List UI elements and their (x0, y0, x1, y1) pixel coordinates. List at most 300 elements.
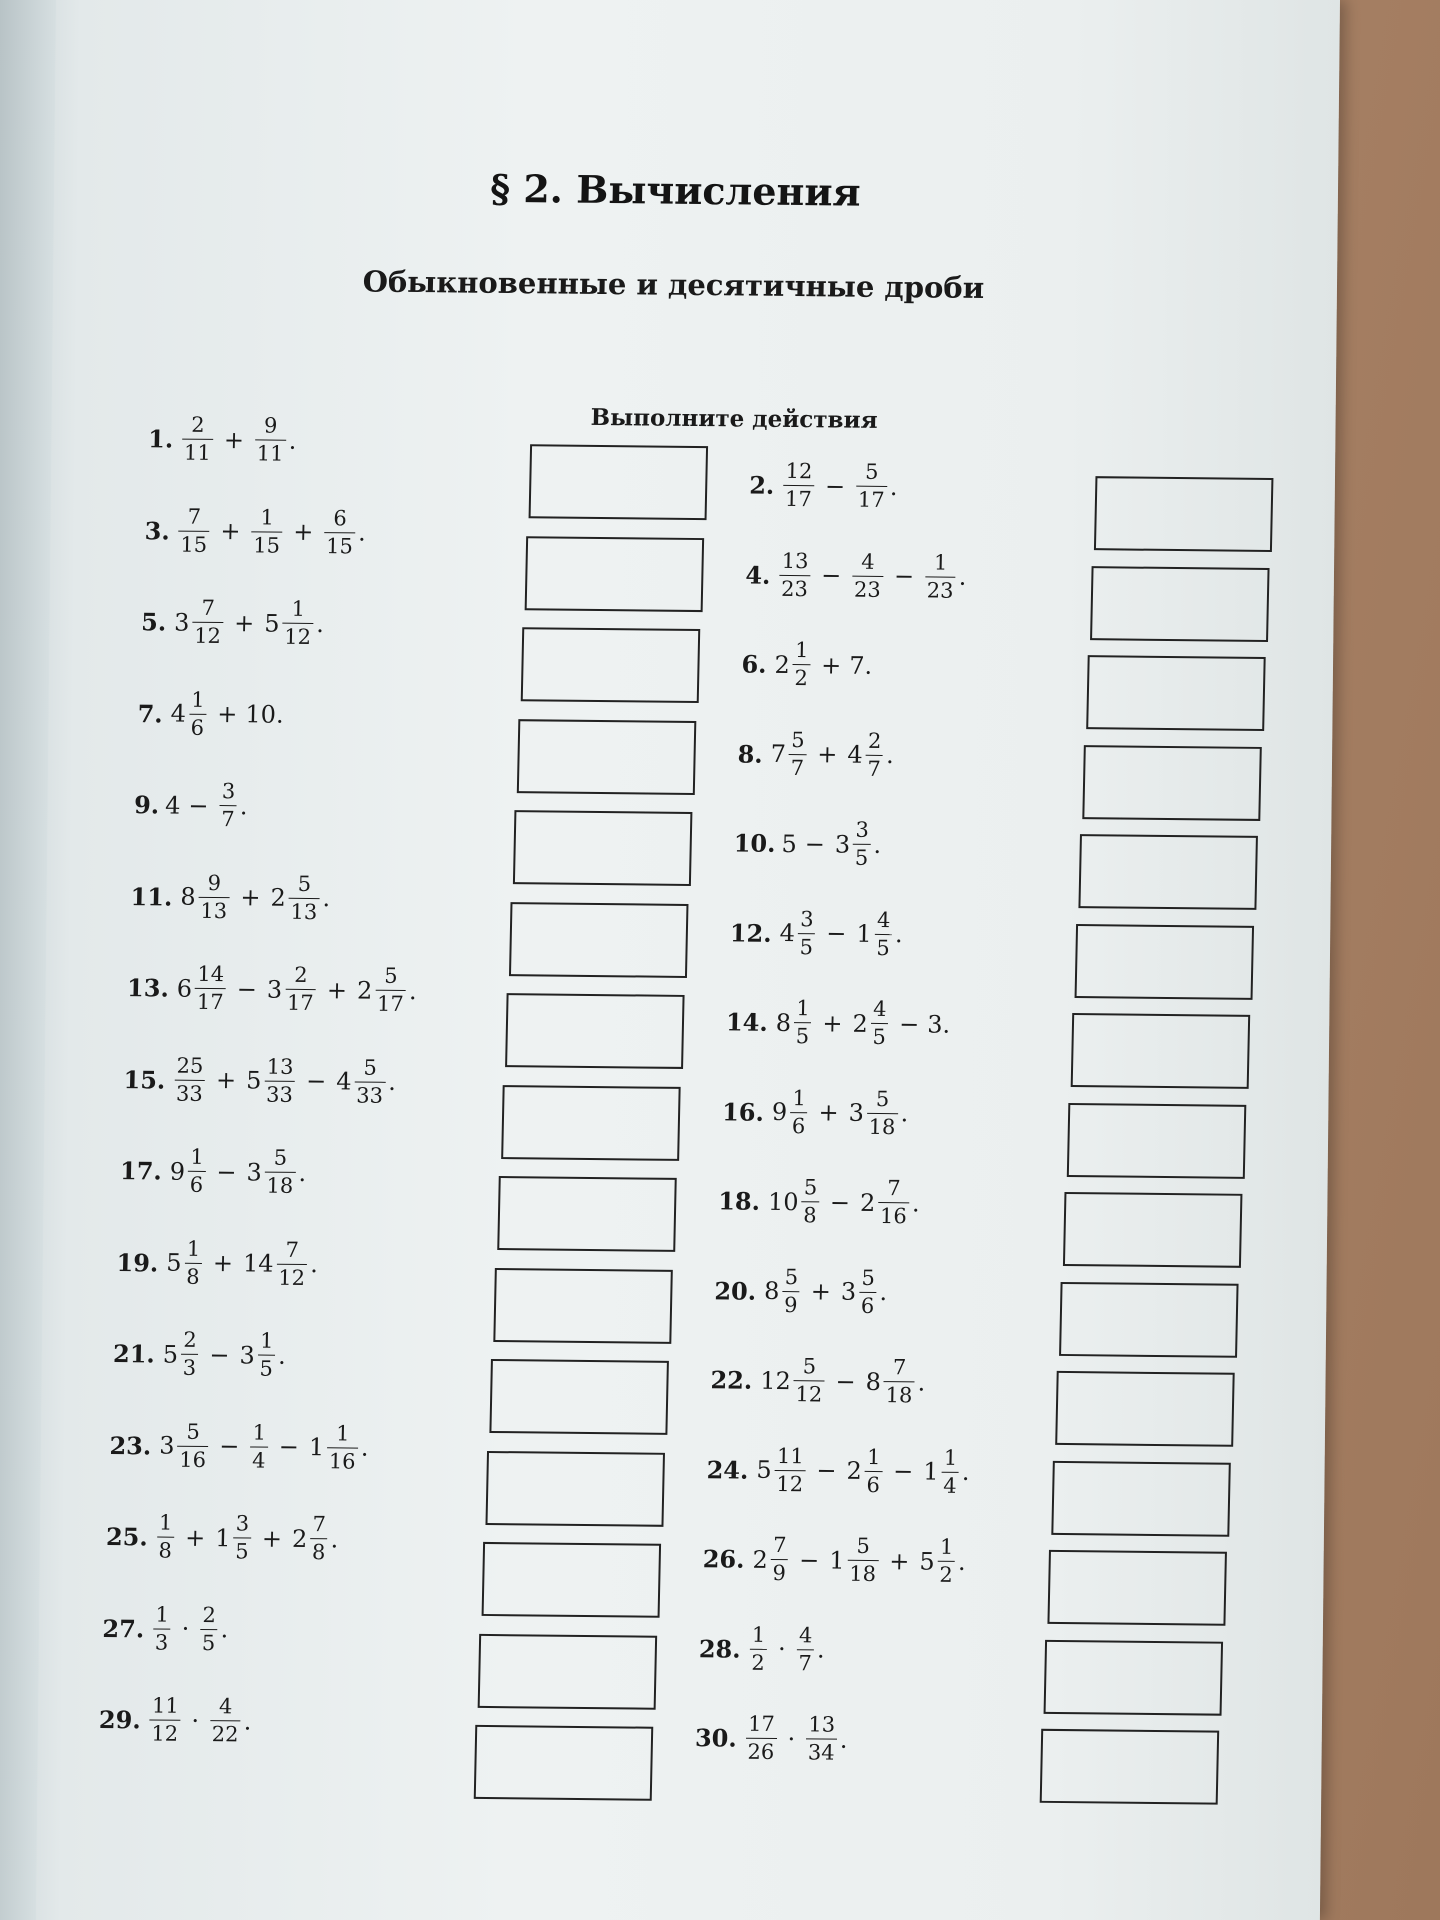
math-expression (750, 1532, 966, 1587)
denominator: 18 (883, 1381, 914, 1406)
math-expression (164, 1238, 319, 1289)
numerator: 1 (190, 1144, 205, 1169)
fraction (177, 1421, 209, 1470)
numerator: 4 (876, 907, 891, 932)
problem-left-11 (113, 1329, 287, 1380)
problem-right-5 (733, 818, 881, 869)
numerator: 5 (864, 459, 879, 484)
answer-box[interactable] (1044, 1639, 1224, 1715)
denominator: 23 (852, 575, 883, 600)
problem-number: 19. (116, 1247, 159, 1277)
problem-right-9 (718, 1176, 920, 1227)
whole-part: 4 (170, 699, 187, 728)
problem-number: 14. (725, 1007, 769, 1037)
math-expression (178, 872, 331, 923)
answer-box[interactable] (1040, 1729, 1220, 1805)
fraction (198, 872, 230, 921)
denominator: 33 (354, 1081, 385, 1106)
term-text: . (900, 1099, 909, 1128)
problem-left-9 (120, 1146, 307, 1197)
whole-part: 5 (166, 1248, 182, 1277)
fraction (745, 1711, 777, 1765)
fraction (794, 998, 812, 1047)
term-text: . (911, 1188, 920, 1217)
fraction (156, 1510, 174, 1563)
problem-left-5 (134, 780, 248, 830)
denominator: 18 (866, 1112, 897, 1137)
answer-box[interactable] (482, 1542, 662, 1618)
denominator: 11 (255, 439, 286, 464)
fraction (153, 1604, 171, 1653)
answer-box[interactable] (521, 627, 701, 703)
whole-part: 5 (756, 1455, 772, 1484)
problem-number: 3. (144, 515, 171, 545)
denominator: 2 (937, 1561, 955, 1586)
numerator: 1 (751, 1622, 766, 1647)
numerator: 7 (312, 1512, 327, 1537)
term-text: . (357, 518, 367, 547)
denominator: 12 (282, 623, 313, 648)
problem-right-12 (706, 1445, 970, 1497)
denominator: 8 (801, 1201, 819, 1226)
term-text: . (879, 1278, 888, 1307)
fraction (941, 1447, 959, 1496)
numerator: 5 (875, 1086, 890, 1111)
answer-box[interactable] (1082, 745, 1262, 821)
fraction (184, 1238, 202, 1287)
math-expression (167, 1144, 307, 1198)
math-expression (746, 1624, 825, 1674)
term-text: 7. (849, 651, 873, 680)
whole-part: 1 (214, 1523, 231, 1552)
operator: + (240, 883, 261, 912)
whole-part: 1 (856, 919, 872, 948)
operator: − (893, 562, 915, 591)
whole-part: 3 (266, 975, 283, 1004)
denominator: 4 (250, 1446, 268, 1471)
numerator: 7 (201, 595, 216, 620)
fraction (219, 781, 237, 830)
fraction (937, 1534, 955, 1587)
fraction (324, 505, 356, 558)
denominator: 9 (770, 1559, 788, 1584)
fraction (847, 1533, 879, 1587)
math-expression (768, 729, 894, 779)
answer-box[interactable] (513, 810, 693, 886)
operator: + (326, 975, 348, 1004)
denominator: 5 (200, 1628, 218, 1653)
denominator: 22 (210, 1720, 241, 1745)
numerator: 14 (197, 961, 225, 987)
operator: + (233, 608, 255, 637)
fraction (210, 1696, 242, 1745)
operator: − (829, 1188, 851, 1217)
denominator: 5 (233, 1537, 251, 1562)
fraction (276, 1239, 308, 1288)
term-text: . (957, 1547, 966, 1576)
denominator: 23 (925, 576, 956, 601)
math-expression (772, 640, 873, 690)
fraction (796, 1622, 814, 1675)
problem-number: 25. (105, 1521, 149, 1552)
whole-part: 2 (752, 1545, 769, 1574)
operator: + (818, 1098, 839, 1127)
numerator: 5 (273, 1145, 288, 1170)
problem-number: 27. (102, 1613, 145, 1643)
whole-part: 2 (356, 976, 373, 1005)
fraction (797, 906, 815, 959)
numerator: 1 (335, 1420, 350, 1446)
answer-box[interactable] (1067, 1102, 1247, 1178)
operator: − (892, 1457, 914, 1486)
fraction (310, 1514, 328, 1563)
whole-part: 1 (308, 1433, 325, 1462)
numerator: 1 (792, 1085, 807, 1110)
fraction (174, 1055, 206, 1104)
fraction (782, 1264, 800, 1317)
term-text: 10. (245, 700, 284, 729)
numerator: 1 (186, 1236, 201, 1261)
numerator: 1 (259, 1328, 274, 1353)
operator: + (184, 1523, 206, 1552)
numerator: 5 (384, 963, 398, 988)
whole-part: 9 (169, 1157, 186, 1186)
term-text: 4 (164, 790, 181, 820)
fraction (182, 412, 214, 465)
answer-box[interactable] (1051, 1460, 1231, 1536)
problem-number: 7. (137, 698, 164, 728)
operator: + (261, 1524, 283, 1553)
answer-box[interactable] (1063, 1192, 1243, 1268)
operator: − (305, 1067, 327, 1096)
operator: + (223, 425, 245, 454)
answer-box[interactable] (485, 1450, 665, 1526)
operator: − (278, 1432, 300, 1461)
whole-part: 2 (846, 1456, 863, 1485)
math-expression (758, 1356, 926, 1407)
whole-part: 3 (848, 1098, 865, 1127)
answer-box[interactable] (1078, 834, 1258, 910)
operator: + (217, 700, 238, 729)
denominator: 16 (177, 1445, 208, 1470)
numerator: 17 (747, 1711, 776, 1737)
numerator: 4 (218, 1694, 233, 1719)
fraction (251, 504, 283, 558)
numerator: 3 (855, 817, 870, 842)
denominator: 12 (192, 622, 223, 647)
numerator: 4 (872, 996, 887, 1022)
math-expression (776, 550, 967, 601)
numerator: 5 (861, 1265, 876, 1290)
whole-part: 2 (270, 883, 287, 912)
fraction (801, 1177, 819, 1226)
problem-number: 2. (748, 470, 775, 500)
term-text: . (889, 472, 898, 501)
term-text: . (243, 1706, 252, 1736)
operator: − (820, 561, 842, 590)
operator: + (810, 1277, 832, 1306)
problem-number: 5. (140, 607, 167, 637)
fraction (852, 551, 884, 600)
problem-number: 22. (710, 1365, 753, 1395)
numerator: 13 (266, 1054, 294, 1079)
problem-number: 1. (147, 424, 174, 454)
problem-left-12 (109, 1421, 369, 1473)
problem-number: 13. (126, 973, 170, 1003)
operator: + (820, 650, 842, 680)
fraction (149, 1695, 181, 1744)
fraction (866, 1088, 898, 1137)
denominator: 23 (779, 574, 810, 599)
answer-box[interactable] (529, 444, 709, 520)
numerator: 5 (791, 727, 805, 752)
term-text: . (316, 609, 325, 638)
math-expression (769, 1087, 908, 1137)
whole-part: 3 (246, 1157, 263, 1187)
fraction (255, 415, 287, 464)
fraction (375, 963, 407, 1017)
operator: − (835, 1367, 856, 1396)
denominator: 17 (856, 486, 887, 511)
term-text: . (961, 1457, 970, 1487)
whole-part: 5 (162, 1340, 179, 1369)
operator: + (215, 1066, 237, 1095)
problem-number: 10. (733, 828, 776, 858)
denominator: 34 (806, 1738, 837, 1763)
fraction (878, 1178, 910, 1227)
numerator: 11 (151, 1693, 180, 1718)
whole-part: 2 (774, 650, 791, 679)
operator: − (898, 1009, 920, 1038)
numerator: 1 (866, 1444, 881, 1469)
operator: − (826, 919, 847, 948)
term-text: . (330, 1524, 339, 1553)
answer-box[interactable] (1094, 476, 1274, 552)
answer-box[interactable] (1090, 566, 1270, 642)
fraction (188, 689, 206, 738)
operator: − (209, 1340, 230, 1369)
denominator: 8 (310, 1538, 328, 1563)
denominator: 3 (181, 1354, 199, 1379)
whole-part: 3 (173, 608, 190, 637)
answer-box[interactable] (1086, 655, 1266, 731)
numerator: 11 (776, 1443, 804, 1468)
operator: − (188, 791, 209, 820)
answer-box[interactable] (509, 902, 689, 978)
numerator: 25 (176, 1053, 204, 1078)
answer-box[interactable] (493, 1268, 673, 1344)
denominator: 6 (864, 1470, 882, 1495)
denominator: 13 (198, 896, 229, 921)
whole-part: 8 (763, 1276, 780, 1305)
numerator: 5 (803, 1175, 818, 1200)
fraction (264, 1056, 296, 1105)
answer-box[interactable] (497, 1176, 677, 1252)
numerator: 5 (186, 1419, 201, 1444)
numerator: 1 (260, 504, 275, 530)
numerator: 1 (155, 1602, 170, 1627)
term-text: 3. (926, 1010, 951, 1039)
denominator: 6 (790, 1112, 808, 1137)
whole-part: 2 (852, 1009, 869, 1038)
section-subtitle: Обыкновенные и десятичные дроби (362, 264, 985, 305)
math-expression (174, 961, 418, 1017)
problem-number: 6. (741, 649, 767, 679)
operator: − (216, 1157, 237, 1186)
problem-right-10 (714, 1266, 888, 1317)
fraction (257, 1328, 275, 1381)
whole-part: 14 (242, 1249, 274, 1278)
denominator: 7 (865, 754, 883, 779)
denominator: 15 (178, 530, 209, 555)
problem-number: 28. (698, 1633, 741, 1664)
term-text: . (288, 426, 297, 455)
whole-part: 5 (245, 1066, 262, 1095)
whole-part: 3 (239, 1340, 256, 1370)
whole-part: 10 (767, 1187, 799, 1216)
term-text: . (816, 1635, 825, 1664)
problem-right-6 (729, 908, 903, 959)
answer-box[interactable] (474, 1725, 654, 1801)
fraction (250, 1422, 268, 1471)
fraction (774, 1445, 806, 1494)
fraction (806, 1714, 838, 1763)
problem-number: 17. (119, 1156, 163, 1186)
problem-number: 26. (702, 1544, 745, 1574)
term-text: . (873, 830, 882, 859)
problem-right-13 (702, 1534, 966, 1586)
numerator: 5 (856, 1533, 871, 1558)
denominator: 12 (149, 1719, 180, 1744)
problem-right-15 (695, 1713, 849, 1764)
problem-number: 16. (721, 1096, 765, 1127)
term-text: . (839, 1725, 848, 1754)
denominator: 8 (156, 1537, 174, 1562)
math-expression (780, 458, 898, 512)
fraction (770, 1532, 788, 1586)
problem-left-13 (105, 1512, 338, 1563)
answer-box[interactable] (478, 1633, 658, 1709)
problem-number: 12. (729, 917, 772, 948)
answer-box[interactable] (1059, 1281, 1239, 1357)
denominator: 13 (288, 897, 319, 922)
term-text: . (894, 920, 903, 949)
numerator: 7 (887, 1176, 901, 1201)
numerator: 3 (799, 906, 814, 931)
denominator: 18 (264, 1172, 295, 1197)
operator: + (293, 517, 314, 546)
whole-part: 8 (775, 1008, 792, 1037)
operator: − (804, 829, 826, 858)
answer-box[interactable] (525, 536, 705, 612)
operator: − (824, 471, 846, 501)
numerator: 2 (202, 1602, 217, 1627)
fraction (853, 817, 871, 870)
denominator: 12 (774, 1469, 805, 1494)
denominator: 5 (853, 844, 871, 869)
fraction (859, 1267, 877, 1316)
numerator: 2 (293, 962, 308, 988)
answer-box[interactable] (501, 1085, 681, 1161)
fraction (178, 506, 210, 555)
math-expression (179, 412, 297, 466)
whole-part: 4 (847, 740, 864, 769)
fraction (264, 1145, 296, 1198)
problem-number: 8. (737, 738, 764, 769)
math-expression (742, 1711, 848, 1765)
answer-box[interactable] (1075, 924, 1255, 1000)
operator: + (220, 517, 241, 546)
fraction (188, 1144, 206, 1197)
numerator: 1 (794, 638, 809, 663)
whole-part: 2 (291, 1524, 308, 1553)
answer-box[interactable] (489, 1359, 669, 1435)
term-text: . (408, 976, 418, 1005)
operator: − (236, 974, 258, 1003)
whole-part: 9 (771, 1097, 788, 1127)
math-expression (171, 1055, 397, 1106)
answer-box[interactable] (1047, 1550, 1227, 1626)
math-expression (150, 1604, 229, 1654)
whole-part: 5 (264, 608, 280, 638)
problem-number: 23. (109, 1430, 152, 1460)
numerator: 7 (285, 1237, 300, 1262)
fraction (192, 595, 224, 649)
numerator: 1 (933, 549, 948, 575)
term-text: . (277, 1341, 287, 1370)
whole-part: 1 (828, 1546, 845, 1575)
denominator: 5 (794, 1022, 812, 1047)
denominator: 17 (783, 485, 814, 510)
fraction (233, 1513, 251, 1562)
fraction (793, 1356, 825, 1405)
term-text: . (388, 1067, 397, 1096)
fraction (327, 1420, 359, 1474)
denominator: 4 (941, 1471, 959, 1496)
denominator: 17 (195, 988, 226, 1013)
fraction (925, 549, 957, 603)
problem-left-1 (148, 414, 297, 465)
denominator: 7 (788, 754, 806, 779)
denominator: 5 (870, 1023, 888, 1048)
answer-box[interactable] (517, 719, 697, 795)
numerator: 9 (207, 870, 222, 895)
answer-box[interactable] (505, 993, 685, 1069)
answer-box[interactable] (1071, 1013, 1251, 1089)
whole-part: 3 (834, 830, 851, 859)
numerator: 1 (939, 1534, 954, 1559)
numerator: 13 (781, 548, 809, 573)
fraction (783, 458, 815, 512)
denominator: 33 (264, 1080, 295, 1105)
denominator: 33 (174, 1079, 205, 1104)
operator: · (191, 1706, 200, 1735)
problem-number: 29. (98, 1704, 142, 1735)
denominator: 15 (324, 532, 355, 557)
math-expression (172, 595, 325, 649)
numerator: 1 (191, 687, 205, 712)
numerator: 2 (867, 728, 882, 753)
fraction (779, 550, 811, 599)
math-expression (175, 506, 366, 557)
denominator: 6 (188, 713, 206, 738)
denominator: 7 (219, 805, 237, 830)
answer-box[interactable] (1055, 1371, 1235, 1447)
problem-number: 20. (714, 1275, 757, 1306)
numerator: 1 (796, 996, 810, 1021)
problem-number: 30. (694, 1723, 738, 1753)
term-text: . (917, 1367, 926, 1397)
